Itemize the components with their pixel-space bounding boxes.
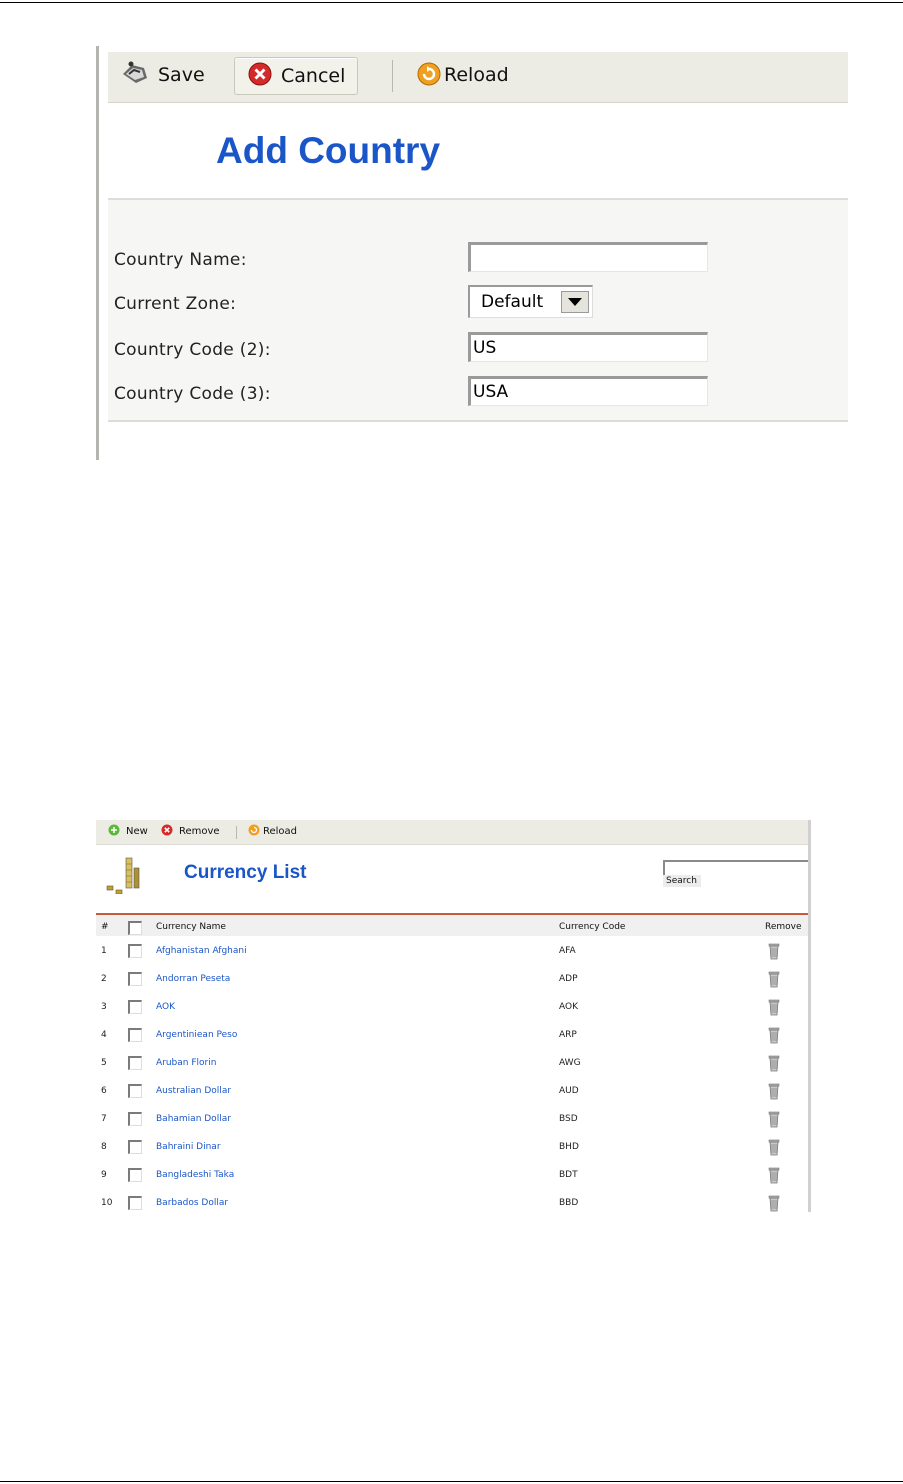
- reload-label: Reload: [444, 64, 509, 86]
- toolbar-separator: [392, 60, 393, 92]
- row-number: 1: [101, 946, 107, 956]
- row-checkbox[interactable]: [128, 1140, 142, 1154]
- chevron-down-icon[interactable]: [561, 291, 589, 313]
- currency-name-link[interactable]: Australian Dollar: [156, 1086, 232, 1096]
- currency-name-link[interactable]: Bangladeshi Taka: [156, 1170, 235, 1180]
- table-header: [96, 913, 808, 938]
- currency-code: BSD: [559, 1114, 578, 1124]
- current-zone-label: Current Zone:: [114, 294, 237, 314]
- currency-name-link[interactable]: Andorran Peseta: [156, 974, 231, 984]
- table-row: [96, 1132, 808, 1161]
- row-number: 3: [101, 1002, 107, 1012]
- remove-button[interactable]: [161, 824, 220, 839]
- row-checkbox[interactable]: [128, 1028, 142, 1042]
- currency-name-link[interactable]: Argentiniean Peso: [156, 1030, 238, 1040]
- column-name-header[interactable]: Currency Name: [156, 922, 226, 932]
- panel-right-border: [808, 820, 811, 1212]
- table-row: [96, 1020, 808, 1049]
- column-remove-header: Remove: [765, 922, 802, 932]
- trash-icon[interactable]: [765, 970, 783, 991]
- current-zone-row: [108, 284, 848, 324]
- table-row: [96, 992, 808, 1021]
- trash-icon[interactable]: [765, 1054, 783, 1075]
- table-row: [96, 1048, 808, 1077]
- currency-list-panel: [96, 820, 811, 1212]
- trash-icon[interactable]: [765, 1026, 783, 1047]
- row-checkbox[interactable]: [128, 1196, 142, 1210]
- new-label: New: [126, 826, 148, 837]
- row-checkbox[interactable]: [128, 1112, 142, 1126]
- trash-icon[interactable]: [765, 1194, 783, 1212]
- trash-icon[interactable]: [765, 1082, 783, 1103]
- trash-icon[interactable]: [765, 942, 783, 963]
- currency-name-link[interactable]: Bahamian Dollar: [156, 1114, 231, 1124]
- row-number: 6: [101, 1086, 107, 1096]
- row-checkbox[interactable]: [128, 1168, 142, 1182]
- reload-icon: [416, 60, 442, 91]
- column-code-header[interactable]: Currency Code: [559, 922, 626, 932]
- row-number: 5: [101, 1058, 107, 1068]
- page-top-rule: [0, 2, 903, 3]
- save-label: Save: [158, 64, 205, 86]
- currency-code: BHD: [559, 1142, 579, 1152]
- currency-code: AWG: [559, 1058, 581, 1068]
- table-row: [96, 936, 808, 965]
- column-num-header: #: [101, 922, 109, 932]
- cancel-button[interactable]: [234, 57, 358, 95]
- country-name-row: [108, 240, 848, 280]
- trash-icon[interactable]: [765, 1110, 783, 1131]
- toolbar-separator: [236, 826, 237, 839]
- cancel-icon: [247, 61, 273, 92]
- currency-name-link[interactable]: Bahraini Dinar: [156, 1142, 221, 1152]
- trash-icon[interactable]: [765, 1138, 783, 1159]
- row-checkbox[interactable]: [128, 1000, 142, 1014]
- currency-name-link[interactable]: AOK: [156, 1002, 175, 1012]
- country-code-3-row: [108, 374, 848, 414]
- reload-button[interactable]: [248, 824, 297, 839]
- remove-label: Remove: [179, 826, 220, 837]
- add-icon: [108, 824, 120, 839]
- currency-code: AUD: [559, 1086, 579, 1096]
- save-button[interactable]: [120, 58, 205, 92]
- row-number: 10: [101, 1198, 113, 1208]
- currency-name-link[interactable]: Barbados Dollar: [156, 1198, 229, 1208]
- reload-label: Reload: [263, 826, 298, 837]
- reload-icon: [248, 824, 260, 839]
- current-zone-value: Default: [481, 292, 544, 312]
- currency-code: BBD: [559, 1198, 579, 1208]
- add-country-toolbar: [108, 52, 848, 103]
- country-code-3-label: Country Code (3):: [114, 384, 271, 404]
- row-checkbox[interactable]: [128, 1056, 142, 1070]
- row-number: 2: [101, 974, 107, 984]
- page-bottom-rule: [0, 1481, 903, 1482]
- table-row: [96, 1104, 808, 1133]
- add-country-form: [108, 198, 848, 422]
- row-checkbox[interactable]: [128, 972, 142, 986]
- search-button[interactable]: Search: [663, 875, 701, 887]
- row-number: 4: [101, 1030, 107, 1040]
- cancel-icon: [161, 824, 173, 839]
- currency-code: ARP: [559, 1030, 577, 1040]
- country-code-3-field[interactable]: USA: [468, 376, 708, 406]
- select-all-checkbox[interactable]: [128, 921, 142, 935]
- country-code-2-label: Country Code (2):: [114, 340, 271, 360]
- country-code-2-row: [108, 330, 848, 370]
- row-checkbox[interactable]: [128, 1084, 142, 1098]
- row-checkbox[interactable]: [128, 944, 142, 958]
- currency-code: BDT: [559, 1170, 578, 1180]
- table-row: [96, 1076, 808, 1105]
- country-name-label: Country Name:: [114, 250, 247, 270]
- add-country-panel: [96, 46, 848, 460]
- currency-code: AOK: [559, 1002, 578, 1012]
- reload-button[interactable]: [416, 58, 509, 92]
- table-row: [96, 1188, 808, 1212]
- save-icon: [120, 60, 150, 91]
- cancel-label: Cancel: [281, 65, 346, 87]
- currency-list-icon: [106, 856, 142, 898]
- row-number: 7: [101, 1114, 107, 1124]
- search-input[interactable]: [663, 860, 808, 876]
- page-title: Add Country: [216, 130, 441, 171]
- country-name-field[interactable]: [468, 242, 708, 272]
- trash-icon[interactable]: [765, 998, 783, 1019]
- table-row: [96, 1160, 808, 1189]
- currency-toolbar: [96, 820, 808, 845]
- panel-left-border: [96, 46, 99, 460]
- table-row: [96, 964, 808, 993]
- new-button[interactable]: [108, 824, 148, 839]
- currency-name-link[interactable]: Afghanistan Afghani: [156, 946, 247, 956]
- trash-icon[interactable]: [765, 1166, 783, 1187]
- currency-code: AFA: [559, 946, 576, 956]
- row-number: 8: [101, 1142, 107, 1152]
- country-code-2-field[interactable]: US: [468, 332, 708, 362]
- row-number: 9: [101, 1170, 107, 1180]
- page-title: Currency List: [184, 862, 307, 883]
- currency-name-link[interactable]: Aruban Florin: [156, 1058, 217, 1068]
- current-zone-select[interactable]: [468, 285, 593, 318]
- currency-code: ADP: [559, 974, 578, 984]
